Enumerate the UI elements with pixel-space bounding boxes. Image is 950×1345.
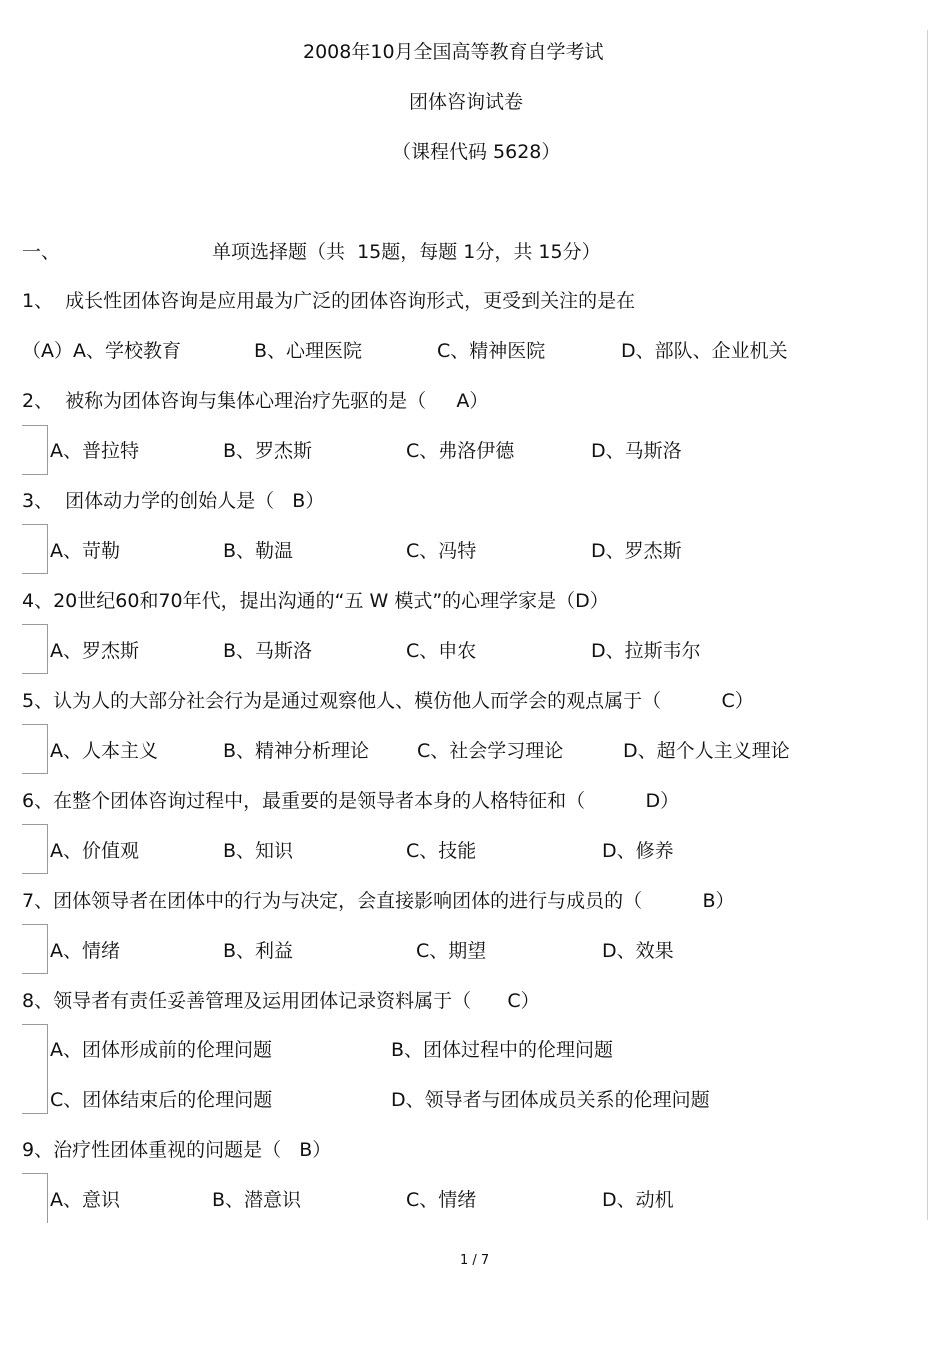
option-bracket — [22, 624, 48, 674]
option-bracket — [22, 524, 48, 574]
option-b: B、马斯洛 — [223, 640, 313, 662]
question-stem: 1、 成长性团体咨询是应用最为广泛的团体咨询形式，更受到关注的是在 — [22, 290, 636, 312]
option-b: B、勒温 — [223, 540, 294, 562]
option-c: C、技能 — [406, 840, 477, 862]
question-stem: 6、在整个团体咨询过程中，最重要的是领导者本身的人格特征和（ D） — [22, 790, 680, 812]
option-d: D、动机 — [602, 1189, 674, 1211]
question-stem: 3、 团体动力学的创始人是（ B） — [22, 490, 325, 512]
option-d: D、超个人主义理论 — [623, 740, 790, 762]
option-bracket — [22, 924, 48, 974]
option-a: A、人本主义 — [50, 740, 158, 762]
option-b: B、知识 — [223, 840, 294, 862]
question-stem: 4、20世纪60和70年代，提出沟通的“五 W 模式”的心理学家是（D） — [22, 590, 609, 612]
option-d: D、罗杰斯 — [591, 540, 682, 562]
option-bracket — [22, 1024, 48, 1114]
option-bracket — [22, 1173, 48, 1223]
option-c: C、冯特 — [406, 540, 477, 562]
exam-title: 2008年10月全国高等教育自学考试 — [303, 41, 604, 63]
option-b: B、潜意识 — [212, 1189, 302, 1211]
course-code: （课程代码 5628） — [392, 141, 561, 163]
option-a: A、苛勒 — [50, 540, 120, 562]
question-stem: 5、认为人的大部分社会行为是通过观察他人、模仿他人而学会的观点属于（ C） — [22, 690, 754, 712]
question-stem: 7、团体领导者在团体中的行为与决定，会直接影响团体的进行与成员的（ B） — [22, 890, 735, 912]
paper-subtitle: 团体咨询试卷 — [409, 91, 524, 113]
option-b: B、团体过程中的伦理问题 — [391, 1039, 614, 1061]
section-number: 一、 — [22, 241, 61, 263]
page-edge-rule — [927, 30, 928, 1220]
option-bracket — [22, 724, 48, 774]
option-d: D、领导者与团体成员关系的伦理问题 — [391, 1089, 710, 1111]
option-d: D、效果 — [602, 940, 674, 962]
option-d: D、拉斯韦尔 — [591, 640, 701, 662]
option-d: D、部队、企业机关 — [621, 340, 788, 362]
option-a: A、罗杰斯 — [50, 640, 139, 662]
question-stem: 2、 被称为团体咨询与集体心理治疗先驱的是（ A） — [22, 390, 489, 412]
section-title: 单项选择题（共 15题，每题 1分，共 15分） — [212, 241, 601, 263]
option-c: C、社会学习理论 — [417, 740, 564, 762]
question-stem: 9、治疗性团体重视的问题是（ B） — [22, 1139, 332, 1161]
option-a: A、价值观 — [50, 840, 139, 862]
option-b: B、精神分析理论 — [223, 740, 370, 762]
option-bracket — [22, 824, 48, 874]
option-a: A、意识 — [50, 1189, 120, 1211]
option-b: B、罗杰斯 — [223, 440, 313, 462]
option-bracket — [22, 425, 48, 475]
page-number: 1 / 7 — [460, 1253, 490, 1268]
option-c: C、申农 — [406, 640, 477, 662]
option-c: C、团体结束后的伦理问题 — [50, 1089, 273, 1111]
option-a: A、普拉特 — [50, 440, 139, 462]
option-c: C、情绪 — [406, 1189, 477, 1211]
option-b: B、利益 — [223, 940, 294, 962]
option-c: C、精神医院 — [437, 340, 546, 362]
option-d: D、马斯洛 — [591, 440, 682, 462]
option-a: A、情绪 — [50, 940, 120, 962]
option-a: （A）A、学校教育 — [22, 340, 181, 362]
option-c: C、期望 — [416, 940, 487, 962]
option-d: D、修养 — [602, 840, 674, 862]
option-b: B、心理医院 — [254, 340, 363, 362]
option-c: C、弗洛伊德 — [406, 440, 515, 462]
option-a: A、团体形成前的伦理问题 — [50, 1039, 272, 1061]
question-stem: 8、领导者有责任妥善管理及运用团体记录资料属于（ C） — [22, 990, 540, 1012]
